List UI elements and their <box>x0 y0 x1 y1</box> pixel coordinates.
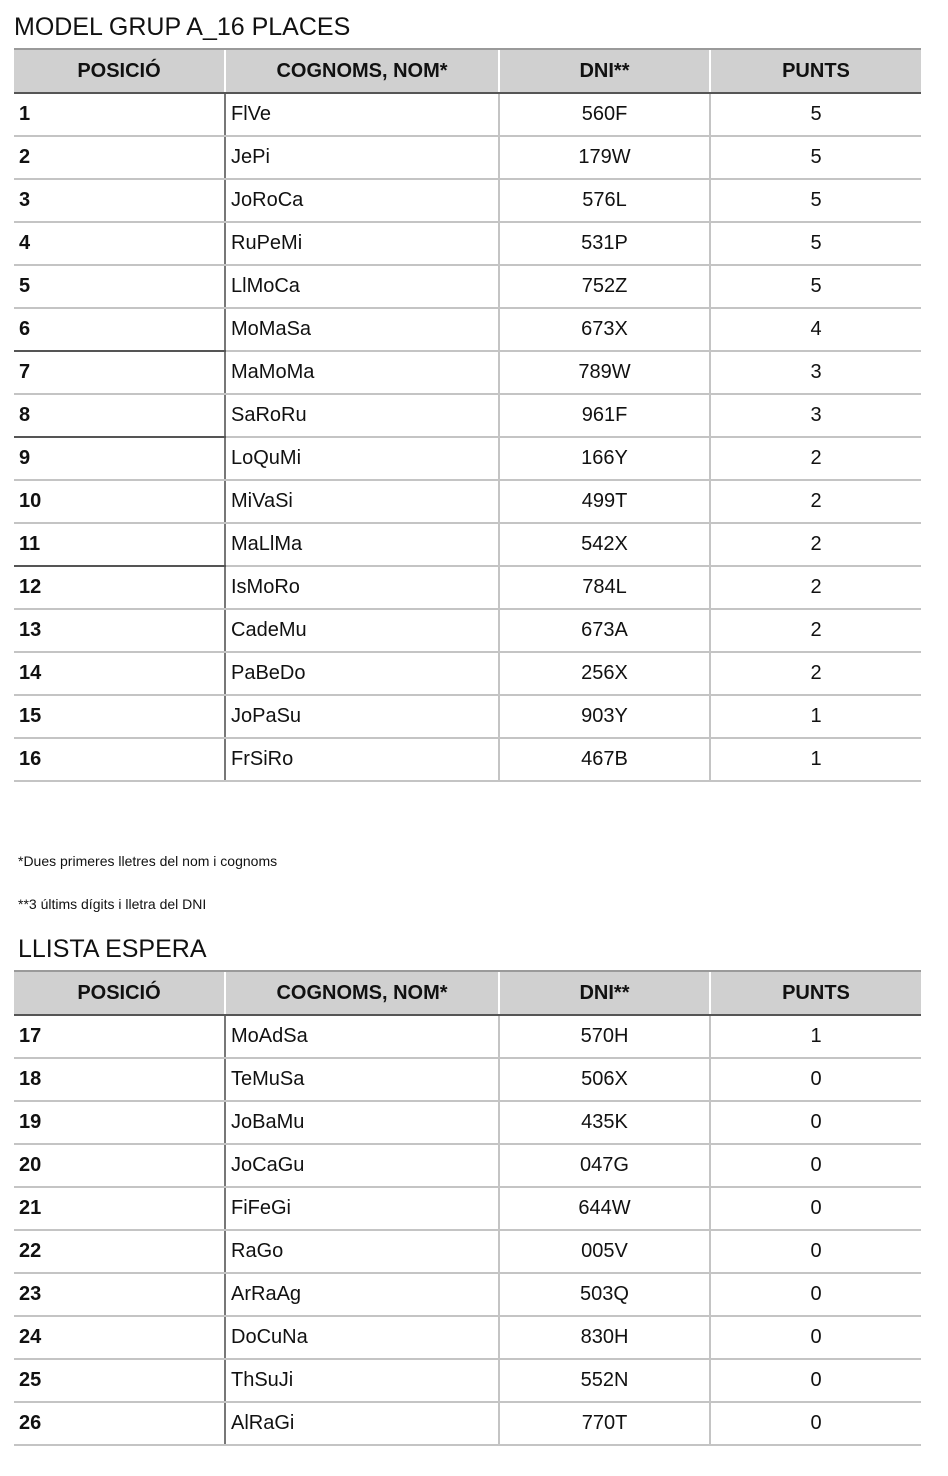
header-row <box>14 971 921 1015</box>
header-cognoms-nom: COGNOMS, NOM* <box>225 49 499 93</box>
table-row <box>14 480 921 523</box>
waiting-list-title: LLISTA ESPERA <box>18 935 207 963</box>
name-cell: DoCuNa <box>225 1316 499 1359</box>
dni-cell: 576L <box>499 179 710 222</box>
points-cell: 2 <box>710 609 921 652</box>
dni-cell: 506X <box>499 1058 710 1101</box>
points-cell: 0 <box>710 1316 921 1359</box>
header-posicio: POSICIÓ <box>14 49 225 93</box>
name-cell: RuPeMi <box>225 222 499 265</box>
name-cell: LoQuMi <box>225 437 499 480</box>
position-cell: 21 <box>14 1187 225 1230</box>
position-cell: 25 <box>14 1359 225 1402</box>
table-row <box>14 566 921 609</box>
points-cell: 0 <box>710 1144 921 1187</box>
points-cell: 1 <box>710 1015 921 1058</box>
name-cell: SaRoRu <box>225 394 499 437</box>
position-cell: 2 <box>14 136 225 179</box>
position-cell: 12 <box>14 566 225 609</box>
dni-cell: 961F <box>499 394 710 437</box>
points-cell: 2 <box>710 437 921 480</box>
points-cell: 3 <box>710 394 921 437</box>
waiting-list-table <box>14 970 921 1446</box>
position-cell: 3 <box>14 179 225 222</box>
points-cell: 5 <box>710 222 921 265</box>
name-cell: ThSuJi <box>225 1359 499 1402</box>
dni-cell: 552N <box>499 1359 710 1402</box>
points-cell: 2 <box>710 523 921 566</box>
table-row <box>14 1359 921 1402</box>
dni-cell: 903Y <box>499 695 710 738</box>
name-cell: MaLlMa <box>225 523 499 566</box>
table-row <box>14 738 921 781</box>
name-cell: MoAdSa <box>225 1015 499 1058</box>
table-row <box>14 265 921 308</box>
table-row <box>14 179 921 222</box>
dni-cell: 560F <box>499 93 710 136</box>
table-row <box>14 609 921 652</box>
position-cell: 10 <box>14 480 225 523</box>
name-cell: RaGo <box>225 1230 499 1273</box>
position-cell: 20 <box>14 1144 225 1187</box>
position-cell: 1 <box>14 93 225 136</box>
table-row <box>14 351 921 394</box>
dni-cell: 005V <box>499 1230 710 1273</box>
position-cell: 15 <box>14 695 225 738</box>
name-cell: LlMoCa <box>225 265 499 308</box>
table-row <box>14 1187 921 1230</box>
dni-cell: 467B <box>499 738 710 781</box>
position-cell: 23 <box>14 1273 225 1316</box>
table-row <box>14 652 921 695</box>
name-cell: TeMuSa <box>225 1058 499 1101</box>
name-cell: MiVaSi <box>225 480 499 523</box>
points-cell: 0 <box>710 1359 921 1402</box>
points-cell: 0 <box>710 1273 921 1316</box>
name-cell: IsMoRo <box>225 566 499 609</box>
dni-cell: 770T <box>499 1402 710 1445</box>
table-row <box>14 222 921 265</box>
table-row <box>14 1144 921 1187</box>
table-row <box>14 1015 921 1058</box>
points-cell: 4 <box>710 308 921 351</box>
points-cell: 0 <box>710 1230 921 1273</box>
name-cell: JoPaSu <box>225 695 499 738</box>
points-cell: 2 <box>710 566 921 609</box>
main-results-table <box>14 48 921 782</box>
table-row <box>14 394 921 437</box>
points-cell: 1 <box>710 738 921 781</box>
main-table-body <box>14 93 921 781</box>
position-cell: 22 <box>14 1230 225 1273</box>
points-cell: 2 <box>710 652 921 695</box>
points-cell: 5 <box>710 136 921 179</box>
dni-cell: 166Y <box>499 437 710 480</box>
name-cell: FlVe <box>225 93 499 136</box>
dni-cell: 673X <box>499 308 710 351</box>
table-row <box>14 1273 921 1316</box>
points-cell: 5 <box>710 265 921 308</box>
points-cell: 0 <box>710 1101 921 1144</box>
name-cell: JoCaGu <box>225 1144 499 1187</box>
points-cell: 2 <box>710 480 921 523</box>
table-row <box>14 1101 921 1144</box>
name-cell: MoMaSa <box>225 308 499 351</box>
points-cell: 3 <box>710 351 921 394</box>
position-cell: 9 <box>14 437 225 480</box>
dni-cell: 752Z <box>499 265 710 308</box>
table-row <box>14 1058 921 1101</box>
position-cell: 17 <box>14 1015 225 1058</box>
dni-cell: 435K <box>499 1101 710 1144</box>
position-cell: 5 <box>14 265 225 308</box>
header-dni: DNI** <box>499 971 710 1015</box>
position-cell: 6 <box>14 308 225 351</box>
position-cell: 26 <box>14 1402 225 1445</box>
name-cell: JoBaMu <box>225 1101 499 1144</box>
table-row <box>14 437 921 480</box>
table-row <box>14 1402 921 1445</box>
dni-cell: 531P <box>499 222 710 265</box>
position-cell: 13 <box>14 609 225 652</box>
position-cell: 7 <box>14 351 225 394</box>
footnote-dni: **3 últims dígits i lletra del DNI <box>18 896 207 912</box>
header-row <box>14 49 921 93</box>
name-cell: FrSiRo <box>225 738 499 781</box>
name-cell: PaBeDo <box>225 652 499 695</box>
dni-cell: 673A <box>499 609 710 652</box>
table-row <box>14 1316 921 1359</box>
points-cell: 0 <box>710 1187 921 1230</box>
points-cell: 0 <box>710 1058 921 1101</box>
points-cell: 1 <box>710 695 921 738</box>
waiting-table-body <box>14 1015 921 1445</box>
table-row <box>14 93 921 136</box>
table-row <box>14 308 921 351</box>
points-cell: 5 <box>710 93 921 136</box>
position-cell: 19 <box>14 1101 225 1144</box>
dni-cell: 503Q <box>499 1273 710 1316</box>
dni-cell: 542X <box>499 523 710 566</box>
header-punts: PUNTS <box>710 971 921 1015</box>
header-punts: PUNTS <box>710 49 921 93</box>
name-cell: AlRaGi <box>225 1402 499 1445</box>
header-cognoms-nom: COGNOMS, NOM* <box>225 971 499 1015</box>
position-cell: 11 <box>14 523 225 566</box>
position-cell: 18 <box>14 1058 225 1101</box>
table-row <box>14 523 921 566</box>
dni-cell: 047G <box>499 1144 710 1187</box>
header-posicio: POSICIÓ <box>14 971 225 1015</box>
table-row <box>14 136 921 179</box>
dni-cell: 830H <box>499 1316 710 1359</box>
main-table-title: MODEL GRUP A_16 PLACES <box>14 13 351 41</box>
name-cell: CadeMu <box>225 609 499 652</box>
position-cell: 14 <box>14 652 225 695</box>
position-cell: 24 <box>14 1316 225 1359</box>
dni-cell: 256X <box>499 652 710 695</box>
dni-cell: 644W <box>499 1187 710 1230</box>
footnote-name: *Dues primeres lletres del nom i cognoms <box>18 853 278 869</box>
position-cell: 16 <box>14 738 225 781</box>
position-cell: 8 <box>14 394 225 437</box>
table-row <box>14 695 921 738</box>
name-cell: MaMoMa <box>225 351 499 394</box>
dni-cell: 789W <box>499 351 710 394</box>
position-cell: 4 <box>14 222 225 265</box>
name-cell: JePi <box>225 136 499 179</box>
table-row <box>14 1230 921 1273</box>
points-cell: 5 <box>710 179 921 222</box>
name-cell: ArRaAg <box>225 1273 499 1316</box>
name-cell: JoRoCa <box>225 179 499 222</box>
header-dni: DNI** <box>499 49 710 93</box>
dni-cell: 179W <box>499 136 710 179</box>
dni-cell: 570H <box>499 1015 710 1058</box>
points-cell: 0 <box>710 1402 921 1445</box>
dni-cell: 784L <box>499 566 710 609</box>
dni-cell: 499T <box>499 480 710 523</box>
name-cell: FiFeGi <box>225 1187 499 1230</box>
